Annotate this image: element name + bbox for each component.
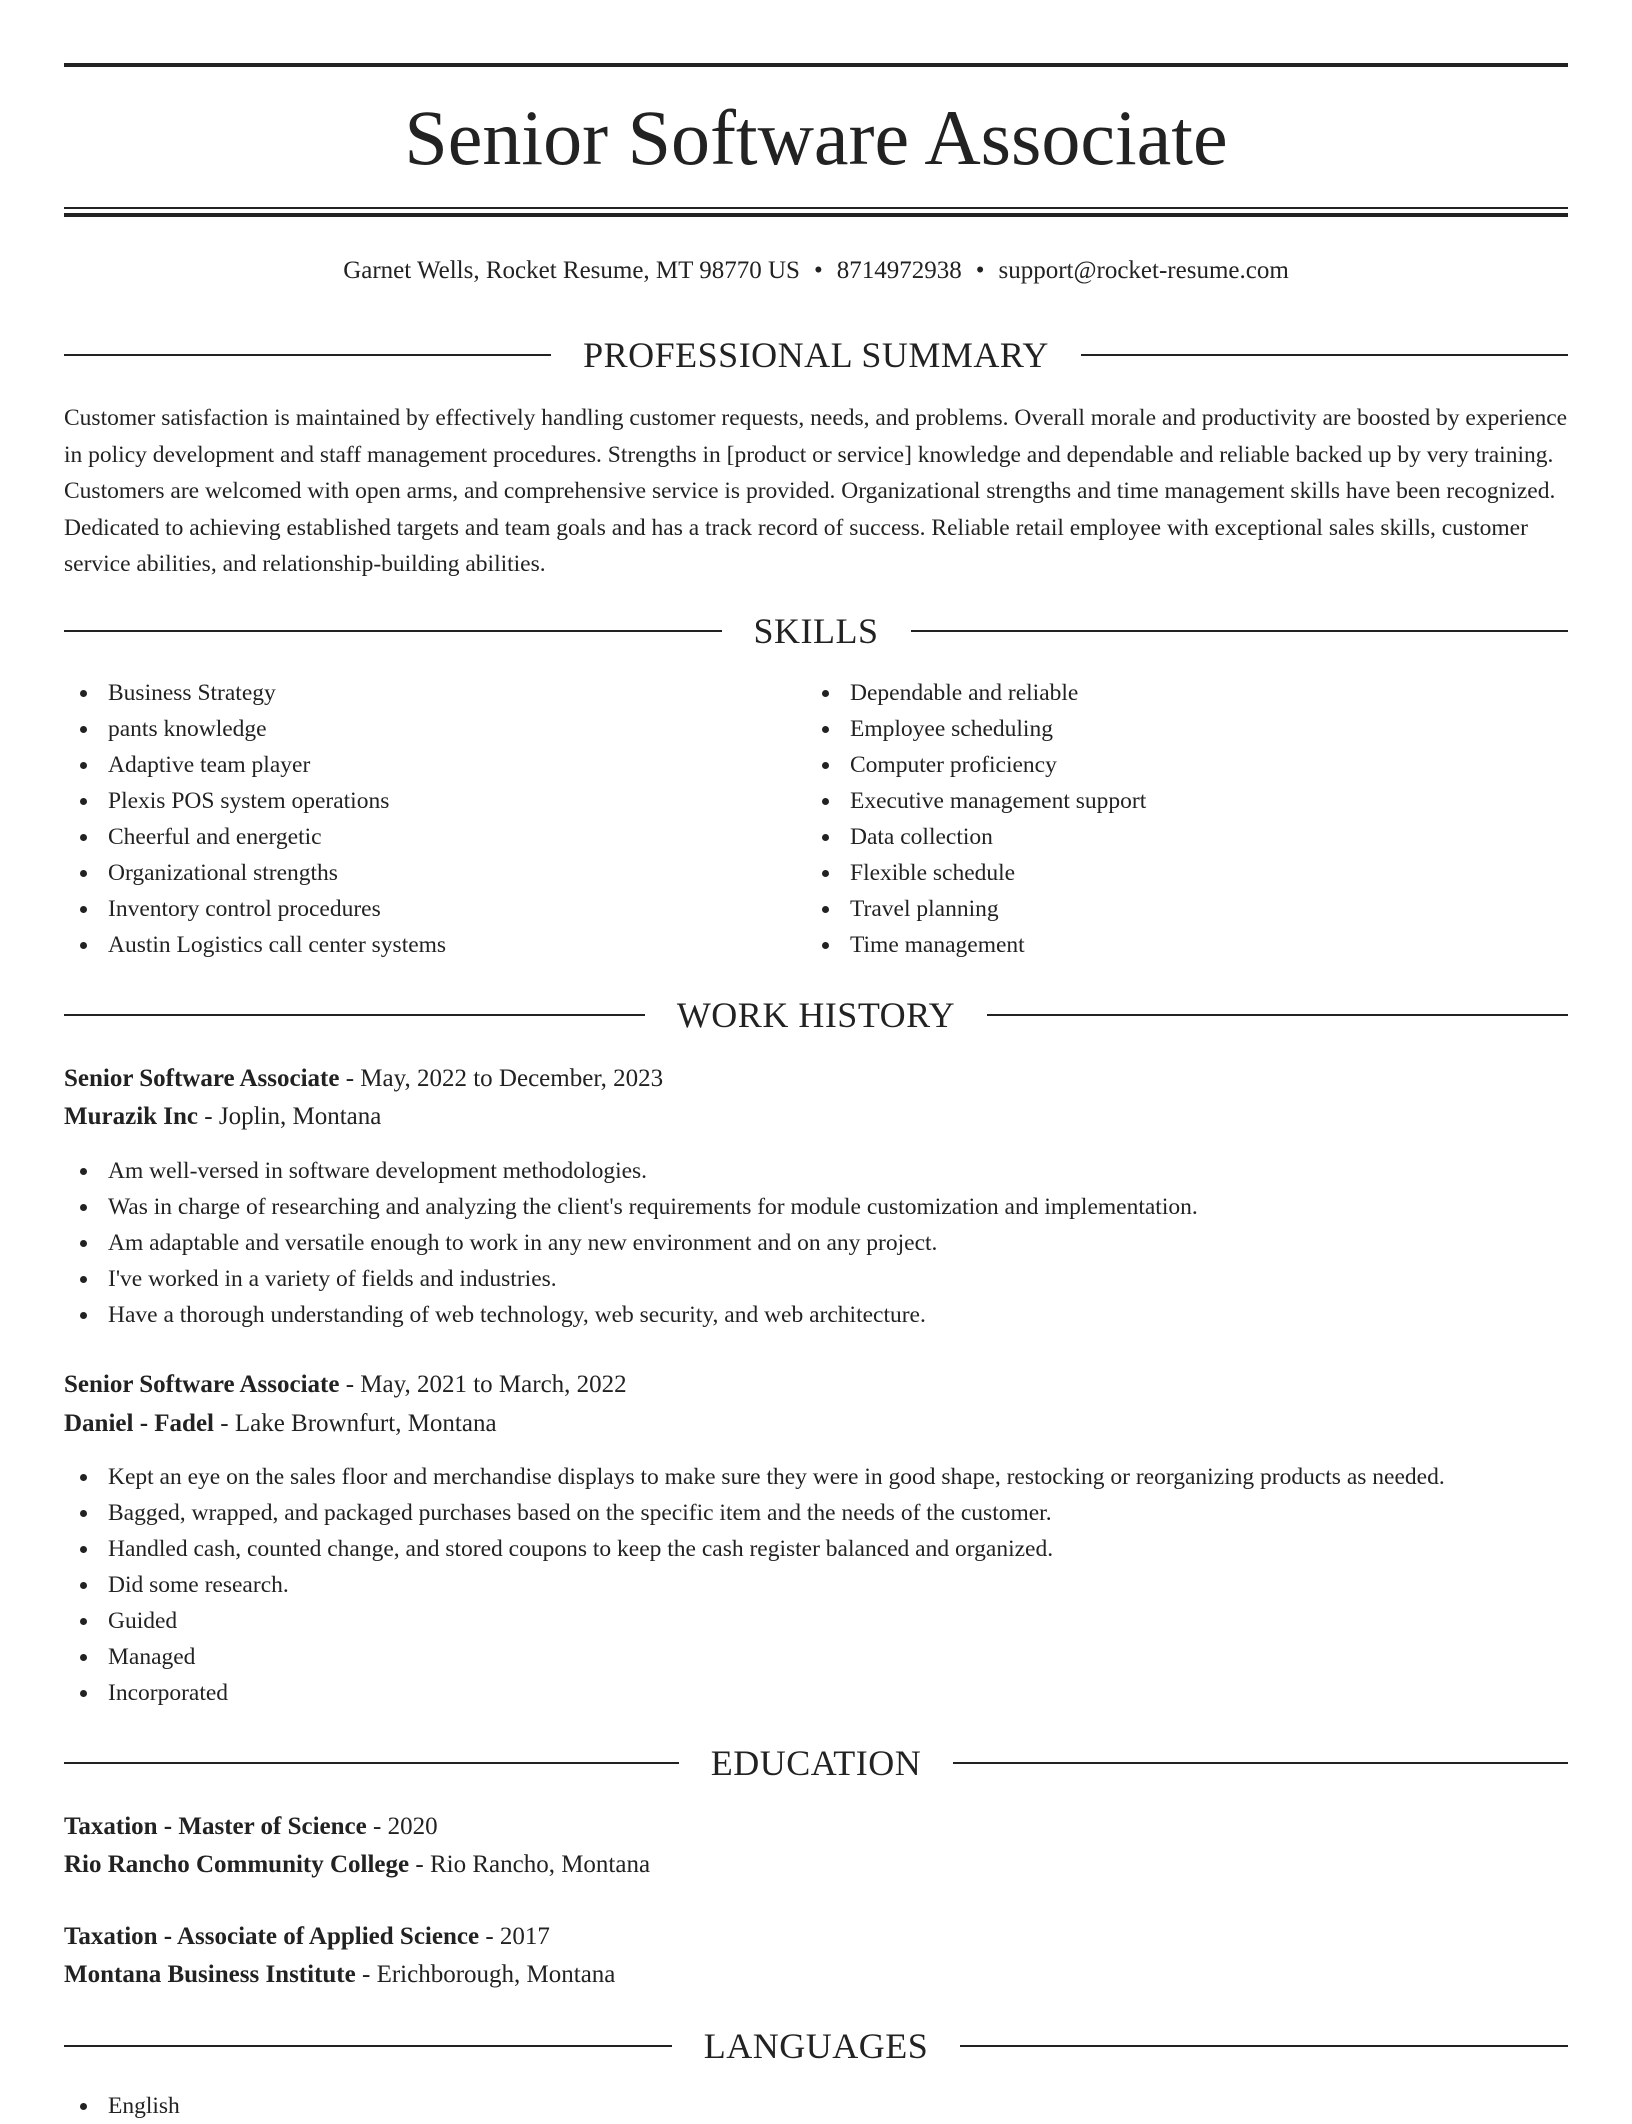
heading-rule <box>64 2045 672 2047</box>
skill-item: pants knowledge <box>64 711 446 747</box>
skills-heading-title: SKILLS <box>753 611 879 651</box>
dash: - <box>339 1371 361 1398</box>
education-heading <box>64 1741 1568 1785</box>
job-dates: May, 2022 to December, 2023 <box>360 1065 664 1092</box>
heading-rule <box>64 1762 679 1764</box>
languages-heading <box>64 2024 1568 2068</box>
school-line <box>64 1957 615 1993</box>
job-bullet: Bagged, wrapped, and packaged purchases based on the specific item and the needs of the customer. <box>64 1495 1445 1531</box>
skill-item: Business Strategy <box>64 675 446 711</box>
skill-item: Cheerful and energetic <box>64 819 446 855</box>
education-heading-title: EDUCATION <box>710 1743 922 1783</box>
dash: - <box>366 1813 388 1840</box>
degree-year: 2017 <box>499 1923 550 1950</box>
contact-separator: • <box>813 257 823 284</box>
job-company-line <box>64 1406 497 1442</box>
dash: - <box>409 1851 430 1878</box>
school: Rio Rancho Community College <box>64 1851 410 1878</box>
dash: - <box>198 1103 219 1130</box>
job-title: Senior Software Associate <box>64 1371 340 1398</box>
skill-item: Travel planning <box>806 891 1146 927</box>
school-line <box>64 1847 650 1883</box>
heading-rule <box>64 354 551 356</box>
school: Montana Business Institute <box>64 1961 356 1988</box>
job-bullet: Managed <box>64 1639 1445 1675</box>
contact-phone: 8714972938 <box>836 257 962 284</box>
job-bullets <box>64 1153 1198 1333</box>
job-bullet: Am adaptable and versatile enough to work in any new environment and on any project. <box>64 1225 1198 1261</box>
contact-separator: • <box>975 257 985 284</box>
heading-rule <box>1081 354 1568 356</box>
skill-item: Dependable and reliable <box>806 675 1146 711</box>
degree-line <box>64 1919 550 1955</box>
summary-text: Customer satisfaction is maintained by effectively handling customer requests, needs, and problems. Overall morale and productivity are boosted by experience in policy development and staff management procedures. Strengths in [product or service] knowledge and dependable and reliable backed up by very training. Customers are welcomed with open arms, and comprehensive service is provided. Organizational strengths and time management skills have been recognized. Dedicated to achieving established targets and team goals and has a track record of success. Reliable retail employee with exceptional sales skills, customer service abilities, and relationship-building abilities. <box>64 405 1568 577</box>
work-heading-title: WORK HISTORY <box>676 995 956 1035</box>
languages-list <box>64 2088 180 2124</box>
skills-heading <box>64 609 1568 653</box>
heading-rule <box>960 2045 1568 2047</box>
skills-list-right <box>806 675 1146 963</box>
job-company-line <box>64 1099 381 1135</box>
job-dates: May, 2021 to March, 2022 <box>360 1371 627 1398</box>
skill-item: Time management <box>806 927 1146 963</box>
degree-line <box>64 1809 438 1845</box>
skill-item: Data collection <box>806 819 1146 855</box>
job-bullet: Am well-versed in software development methodologies. <box>64 1153 1198 1189</box>
skill-item: Computer proficiency <box>806 747 1146 783</box>
skill-item: Organizational strengths <box>64 855 446 891</box>
job-company: Daniel - Fadel <box>64 1410 214 1437</box>
job-title-line <box>64 1061 663 1097</box>
resume-title: Senior Software Associate <box>404 94 1228 181</box>
job-location: Lake Brownfurt, Montana <box>234 1410 497 1437</box>
job-bullet: Handled cash, counted change, and stored coupons to keep the cash register balanced and organized. <box>64 1531 1445 1567</box>
contact-line <box>64 253 1568 289</box>
heading-rule <box>64 630 722 632</box>
heading-rule <box>953 1762 1568 1764</box>
summary-heading <box>64 333 1568 377</box>
summary-heading-title: PROFESSIONAL SUMMARY <box>583 335 1049 375</box>
skill-item: Employee scheduling <box>806 711 1146 747</box>
skill-item: Austin Logistics call center systems <box>64 927 446 963</box>
title-double-rule <box>64 207 1568 217</box>
top-rule <box>64 63 1568 67</box>
contact-address: Garnet Wells, Rocket Resume, MT 98770 US <box>343 257 800 284</box>
job-bullets <box>64 1459 1445 1711</box>
degree: Taxation - Associate of Applied Science <box>64 1923 480 1950</box>
languages-heading-title: LANGUAGES <box>703 2026 929 2066</box>
degree-year: 2020 <box>387 1813 438 1840</box>
job-bullet: Guided <box>64 1603 1445 1639</box>
dash: - <box>355 1961 377 1988</box>
job-location: Joplin, Montana <box>218 1103 382 1130</box>
contact-email: support@rocket-resume.com <box>998 257 1289 284</box>
skills-list-left <box>64 675 446 963</box>
dash: - <box>339 1065 361 1092</box>
skill-item: Plexis POS system operations <box>64 783 446 819</box>
job-bullet: Did some research. <box>64 1567 1445 1603</box>
skill-item: Flexible schedule <box>806 855 1146 891</box>
dash: - <box>479 1923 500 1950</box>
skill-item: Adaptive team player <box>64 747 446 783</box>
language-item: English <box>64 2088 180 2124</box>
degree: Taxation - Master of Science <box>64 1813 367 1840</box>
job-bullet: Have a thorough understanding of web technology, web security, and web architecture. <box>64 1297 1198 1333</box>
job-bullet: I've worked in a variety of fields and industries. <box>64 1261 1198 1297</box>
job-bullet: Incorporated <box>64 1675 1445 1711</box>
dash: - <box>214 1410 235 1437</box>
job-title: Senior Software Associate <box>64 1065 340 1092</box>
heading-rule <box>987 1014 1568 1016</box>
job-bullet: Was in charge of researching and analyzing the client's requirements for module customization and implementation. <box>64 1189 1198 1225</box>
heading-rule <box>911 630 1569 632</box>
job-bullet: Kept an eye on the sales floor and merchandise displays to make sure they were in good shape, restocking or reorganizing products as needed. <box>64 1459 1445 1495</box>
school-location: Erichborough, Montana <box>376 1961 616 1988</box>
job-company: Murazik Inc <box>64 1103 199 1130</box>
job-title-line <box>64 1367 627 1403</box>
skill-item: Inventory control procedures <box>64 891 446 927</box>
school-location: Rio Rancho, Montana <box>429 1851 651 1878</box>
skill-item: Executive management support <box>806 783 1146 819</box>
heading-rule <box>64 1014 645 1016</box>
work-heading <box>64 993 1568 1037</box>
